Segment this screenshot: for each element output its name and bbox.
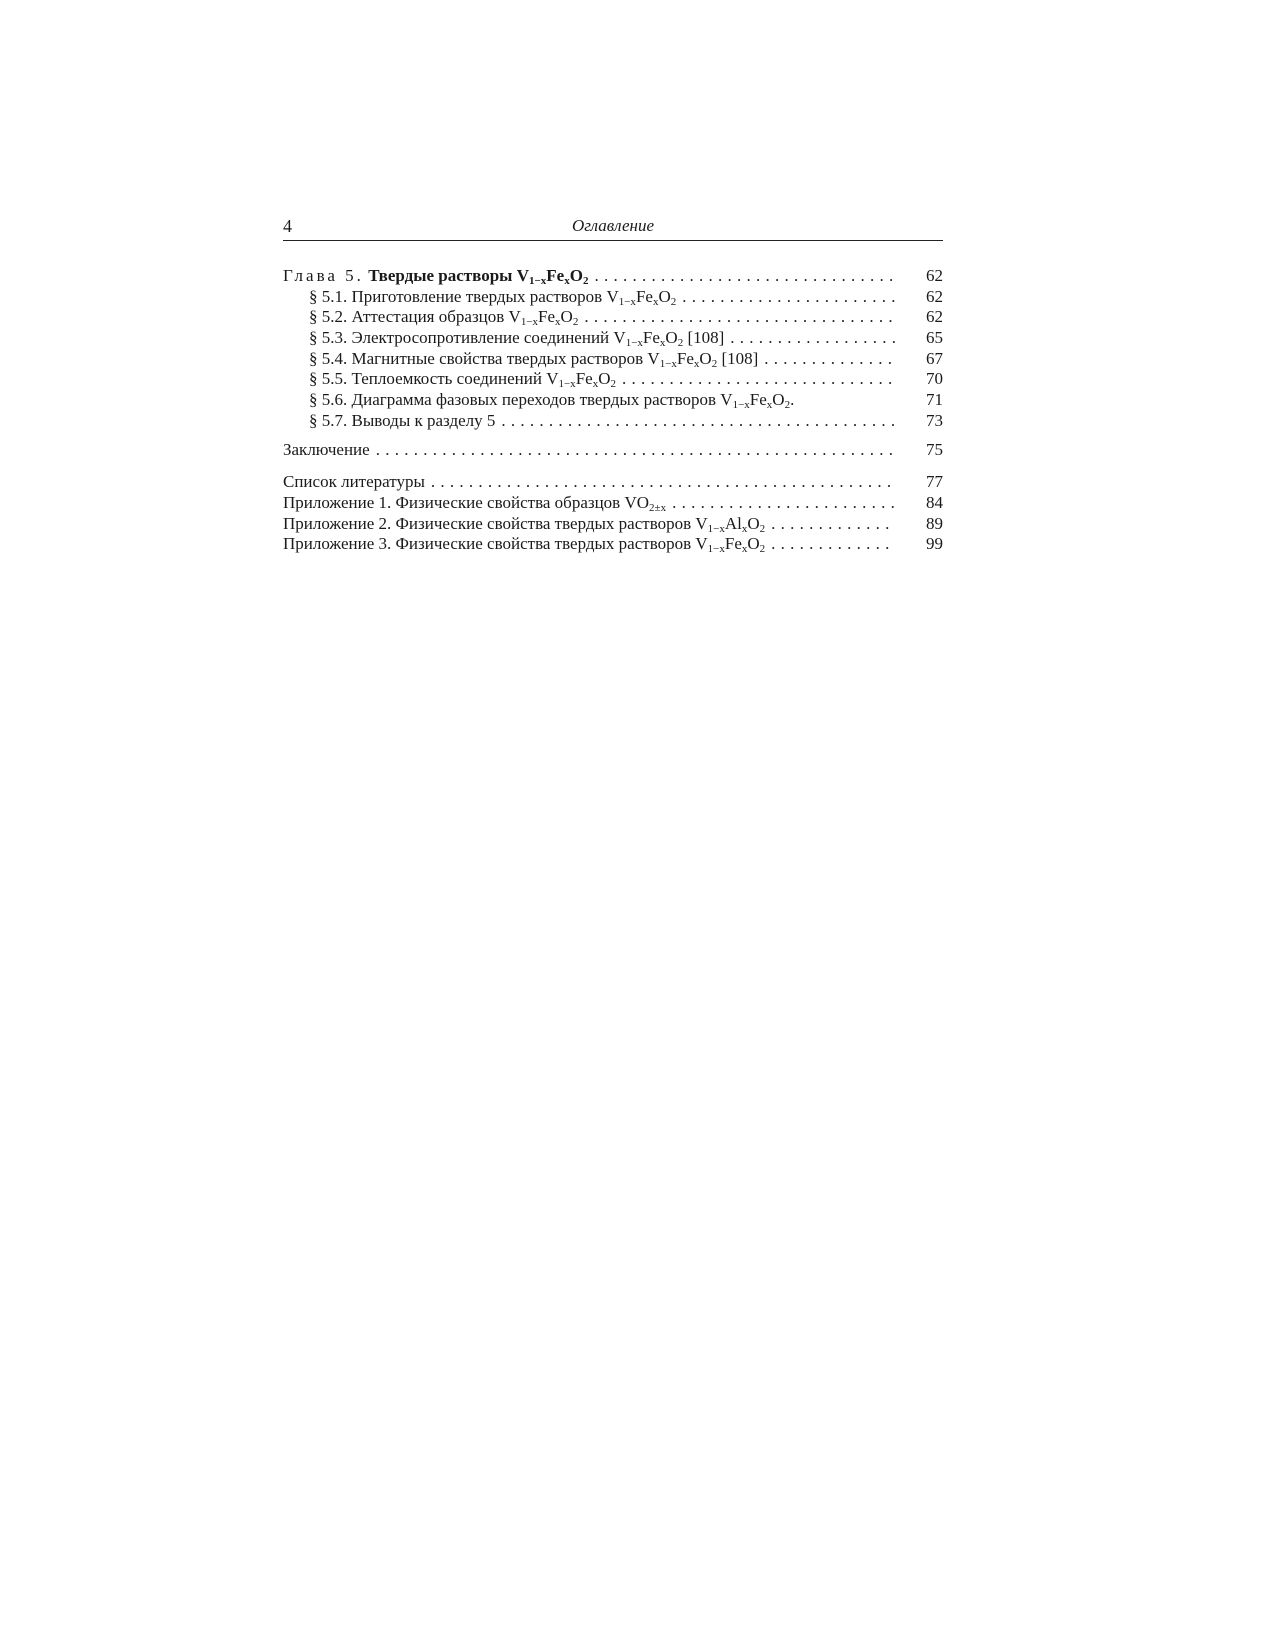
section-formula: $V_{1-x}Fe_xO_2$ [613,328,684,350]
section-label: § 5.7. Выводы к разделу 5 [309,410,496,430]
dot-leader [584,307,895,328]
page-ref: 71 [926,390,943,410]
toc-entry-conclusion[interactable] [283,440,943,461]
page-ref: 62 [926,286,943,306]
page-header [283,216,943,241]
entry-label: Приложение 2. Физические свойства твердых растворов [283,513,692,533]
dot-leader [501,411,895,432]
section-label: § 5.4. Магнитные свойства твердых растворов [309,348,644,368]
toc-entry-section-5-2[interactable] [283,307,943,328]
dot-leader [672,493,895,514]
toc-entry-title [283,266,588,287]
section-formula: $V_{1-x}Fe_xO_2$. [720,390,795,412]
entry-label: Заключение [283,439,370,459]
chapter-formula: $V_{1-x}Fe_xO_2$ [516,266,589,287]
dot-leader [622,369,895,390]
entry-label: Приложение 1. Физические свойства образцов [283,492,621,512]
citation: [108] [721,348,759,368]
page-ref: 77 [926,472,943,492]
page-ref: 84 [926,492,943,512]
dot-leader [431,472,895,493]
page-ref: 73 [926,410,943,430]
section-formula: $V_{1-x}Fe_xO_2$ [508,307,579,329]
entry-label: Список литературы [283,472,425,492]
entry-formula: $V_{1-x}Al_xO_2$ [695,513,766,535]
toc-entry-section-5-4[interactable] [283,349,943,370]
toc-entry-section-5-5[interactable] [283,369,943,390]
table-of-contents [283,266,943,555]
page-ref: 75 [926,439,943,459]
dot-leader [730,328,895,349]
entry-formula: $V_{1-x}Fe_xO_2$ [695,534,766,556]
toc-entry-section-5-1[interactable] [283,287,943,308]
section-label: § 5.5. Теплоемкость соединений [309,369,542,389]
toc-entry-section-5-7[interactable] [283,411,943,432]
dot-leader [594,266,895,287]
page-ref: 99 [926,534,943,554]
page-number: 4 [283,216,292,236]
page-ref: 62 [926,266,943,285]
toc-entry-chapter-5[interactable] [283,266,943,287]
toc-entry-section-5-6[interactable] [283,390,943,411]
section-formula: $V_{1-x}Fe_xO_2$ [647,348,718,370]
section-label: § 5.1. Приготовление твердых растворов [309,286,603,306]
chapter-title: Твердые растворы [368,266,513,285]
page-ref: 67 [926,348,943,368]
section-label: § 5.3. Электросопротивление соединений [309,328,610,348]
page-ref: 70 [926,369,943,389]
toc-entry-appendix-1[interactable] [283,493,943,514]
toc-entry-section-5-3[interactable] [283,328,943,349]
page-ref: 89 [926,513,943,533]
entry-label: Приложение 3. Физические свойства твердых растворов [283,534,692,554]
page-ref: 62 [926,307,943,327]
section-formula: $V_{1-x}Fe_xO_2$ [606,286,677,308]
toc-entry-appendix-3[interactable] [283,534,943,555]
dot-leader [376,440,895,461]
running-title: Оглавление [571,216,655,235]
section-label: § 5.6. Диаграмма фазовых переходов твердых растворов [309,390,717,410]
toc-entry-appendix-2[interactable] [283,514,943,535]
dot-leader [771,514,895,535]
section-formula: $V_{1-x}Fe_xO_2$ [546,369,616,391]
section-label: § 5.2. Аттестация образцов [309,307,505,327]
chapter-prefix: Глава 5. [283,266,364,285]
dot-leader [682,287,895,308]
citation: [108] [687,328,725,348]
entry-formula: $VO_{2\pm x}$ [624,492,667,514]
dot-leader [771,534,895,555]
toc-entry-references[interactable] [283,472,943,493]
dot-leader [764,349,895,370]
page-ref: 65 [926,328,943,348]
